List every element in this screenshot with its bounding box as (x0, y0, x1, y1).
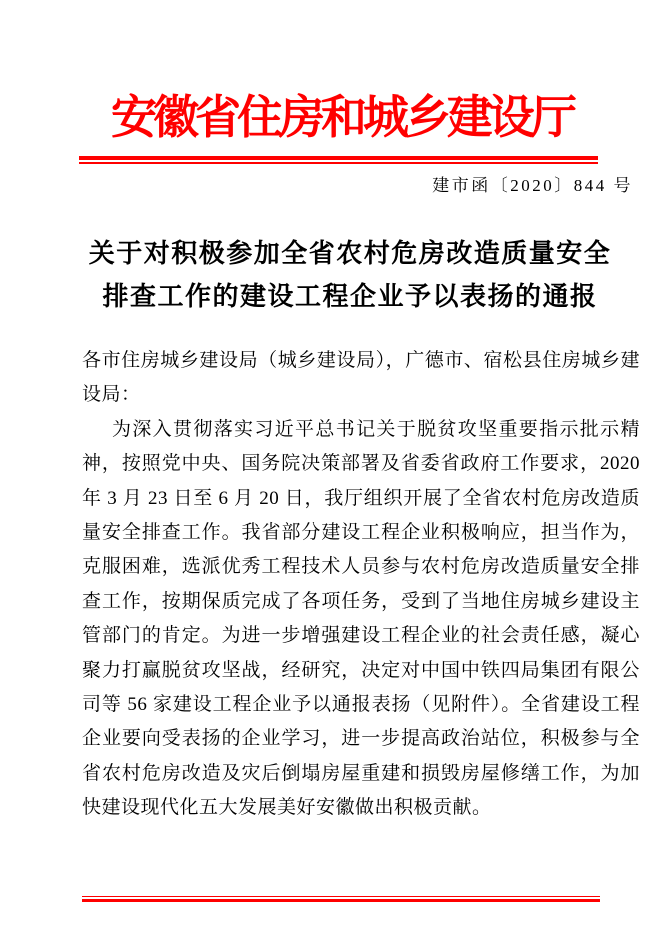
text-line: 省农村危房改造及灾后倒塌房屋重建和损毁房屋修缮工作，为加 (82, 762, 640, 784)
body-paragraph (82, 413, 640, 826)
document-number: 建市函〔2020〕844 号 (432, 176, 633, 195)
text-line: 关于对积极参加全省农村危房改造质量安全 (88, 239, 612, 268)
text-line: 查工作，按期保质完成了各项任务，受到了当地住房城乡建设主 (82, 590, 640, 612)
text-line: 年 3 月 23 日至 6 月 20 日，我厅组织开展了全省农村危房改造质 (82, 487, 640, 509)
text-line: 设局： (82, 384, 141, 406)
text-line: 克服困难，选派优秀工程技术人员参与农村危房改造质量安全排 (82, 556, 640, 578)
text-line: 排查工作的建设工程企业予以表扬的通报 (102, 282, 598, 311)
letterhead-agency-title: 安徽省住房和城乡建设厅 (111, 92, 573, 143)
text-line: 神，按照党中央、国务院决策部署及省委省政府工作要求，2020 (82, 453, 640, 475)
text-line: 管部门的肯定。为进一步增强建设工程企业的社会责任感，凝心 (82, 625, 640, 647)
document-title (0, 232, 662, 318)
text-line: 各市住房城乡建设局（城乡建设局），广德市、宿松县住房城乡建 (82, 350, 640, 371)
text-line: 量安全排查工作。我省部分建设工程企业积极响应，担当作为， (82, 522, 640, 544)
text-line: 司等 56 家建设工程企业予以通报表扬（见附件）。全省建设工程 (82, 694, 640, 716)
document-body (82, 344, 640, 826)
recipient-paragraph (82, 344, 640, 413)
letterhead-red-rule (79, 156, 598, 164)
text-line: 聚力打赢脱贫攻坚战，经研究，决定对中国中铁四局集团有限公 (82, 659, 640, 681)
text-line: 企业要向受表扬的企业学习，进一步提高政治站位，积极参与全 (82, 728, 640, 750)
footer-red-rule (82, 896, 600, 902)
text-line: 为深入贯彻落实习近平总书记关于脱贫攻坚重要指示批示精 (112, 418, 640, 440)
text-line: 快建设现代化五大发展美好安徽做出积极贡献。 (82, 797, 492, 819)
